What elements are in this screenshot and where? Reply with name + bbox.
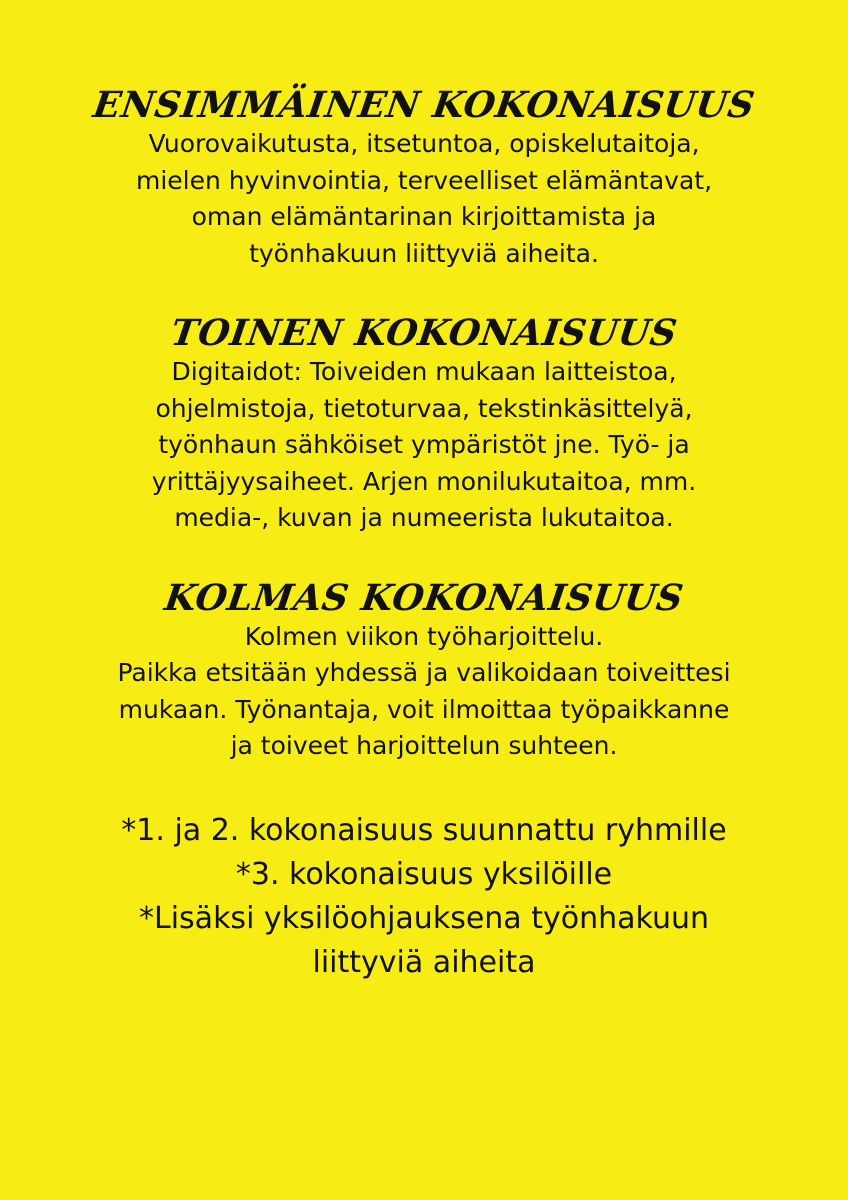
note-line: *1. ja 2. kokonaisuus suunnattu ryhmille — [121, 812, 727, 848]
body-line: Paikka etsitään yhdessä ja valikoidaan toiveittesi — [117, 658, 731, 687]
section-heading: TOINEN KOKONAISUUS — [168, 312, 680, 354]
body-line: Digitaidot: Toiveiden mukaan laitteistoa, — [171, 357, 677, 386]
section-heading: KOLMAS KOKONAISUUS — [161, 576, 687, 619]
body-line: mukaan. Työnantaja, voit ilmoittaa työpaikkanne — [118, 694, 730, 724]
body-line: Vuorovaikutusta, itsetuntoa, opiskelutaitoja, — [148, 129, 700, 158]
note-line: *Lisäksi yksilöohjauksena työnhakuun — [139, 900, 709, 936]
body-line: työnhakuun liittyviä aiheita. — [249, 238, 599, 268]
notes — [44, 809, 804, 985]
body-line: mielen hyvinvointia, terveelliset elämäntavat, — [135, 165, 713, 195]
body-line: ohjelmistoja, tietoturvaa, tekstinkäsittelyä, — [155, 393, 693, 423]
section-body — [44, 354, 804, 537]
section-third — [44, 577, 804, 765]
section-heading: ENSIMMÄINEN KOKONAISUUS — [90, 84, 758, 126]
body-line: media-, kuvan ja numeerista lukutaitoa. — [174, 503, 674, 532]
body-line: työnhaun sähköiset ympäristöt jne. Työ- ja — [158, 430, 690, 459]
note-line: *3. kokonaisuus yksilöille — [235, 856, 613, 892]
section-body — [44, 126, 804, 272]
section-body — [44, 619, 804, 765]
note-line: liittyviä aiheita — [312, 944, 536, 980]
section-first — [44, 84, 804, 272]
body-line: oman elämäntarinan kirjoittamista ja — [191, 202, 657, 231]
body-line: Kolmen viikon työharjoittelu. — [244, 621, 604, 651]
body-line: yrittäjyysaiheet. Arjen monilukutaitoa, mm. — [151, 466, 697, 496]
section-second — [44, 312, 804, 537]
body-line: ja toiveet harjoittelun suhteen. — [230, 731, 618, 760]
